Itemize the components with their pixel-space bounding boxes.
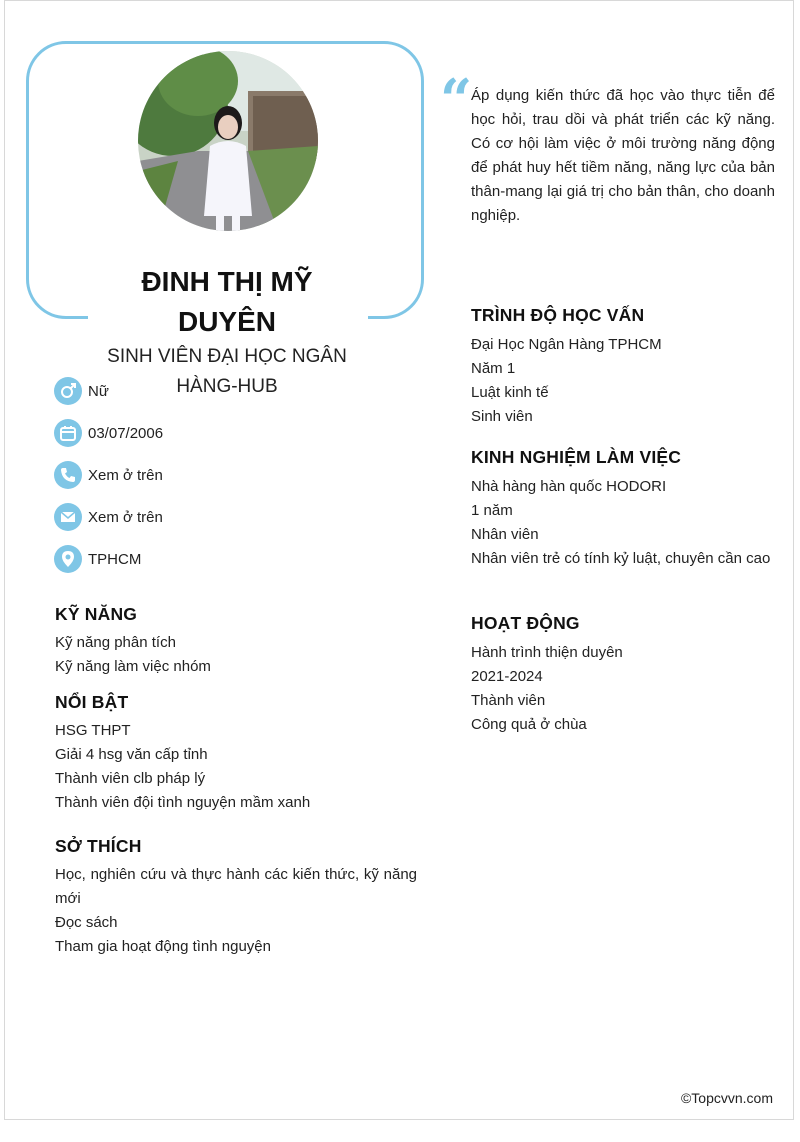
experience-list — [471, 475, 775, 571]
candidate-name: ĐINH THỊ MỸ DUYÊN — [141, 266, 313, 337]
info-email — [54, 502, 163, 532]
list-item: Học, nghiên cứu và thực hành các kiến thức, kỹ năng mới — [55, 866, 417, 907]
list-item: Luật kinh tế — [471, 384, 549, 401]
list-item: Đọc sách — [55, 914, 118, 931]
skills-heading: KỸ NĂNG — [55, 604, 138, 624]
activities-heading: HOẠT ĐỘNG — [471, 613, 580, 633]
highlights-list — [55, 719, 417, 815]
list-item: Đại Học Ngân Hàng TPHCM — [471, 336, 662, 353]
birthday-text: 03/07/2006 — [88, 424, 164, 442]
info-gender — [54, 376, 109, 406]
list-item: Tham gia hoạt động tình nguyện — [55, 938, 271, 955]
address-text: TPHCM — [88, 550, 142, 568]
hobbies-list — [55, 863, 417, 959]
list-item: 1 năm — [471, 502, 513, 519]
info-address — [54, 544, 141, 574]
list-item: HSG THPT — [55, 722, 131, 739]
list-item: Công quả ở chùa — [471, 716, 587, 733]
gender-icon — [54, 377, 82, 405]
footer-watermark: ©Topcvvn.com — [680, 1090, 773, 1106]
location-icon — [54, 545, 82, 573]
list-item: Sinh viên — [471, 408, 533, 425]
info-birthday — [54, 418, 163, 448]
quote-icon: “ — [440, 67, 473, 133]
list-item: Kỹ năng làm việc nhóm — [55, 658, 211, 675]
education-list — [471, 333, 775, 429]
highlights-heading: NỔI BẬT — [55, 692, 129, 712]
career-objective: Áp dụng kiến thức đã học vào thực tiễn để học hỏi, trau dồi và phát triển các kỹ năng. Có cơ hội làm việc ở môi trường năng động để phát huy hết tiềm năng, năng lực của bản thân-mang lại giá trị cho bản thân, cho doanh nghiệp. — [471, 87, 775, 224]
education-heading: TRÌNH ĐỘ HỌC VẤN — [471, 305, 645, 325]
info-phone — [54, 460, 163, 490]
list-item: Nhân viên trẻ có tính kỷ luật, chuyên cần cao — [471, 550, 771, 567]
list-item: Giải 4 hsg văn cấp tỉnh — [55, 746, 208, 763]
list-item: Hành trình thiện duyên — [471, 644, 623, 661]
phone-text: Xem ở trên — [88, 466, 163, 484]
gender-text: Nữ — [88, 382, 109, 400]
hobbies-heading: SỞ THÍCH — [55, 836, 142, 856]
list-item: Kỹ năng phân tích — [55, 634, 176, 651]
list-item: Nhân viên — [471, 526, 539, 543]
calendar-icon — [54, 419, 82, 447]
job-title: SINH VIÊN ĐẠI HỌC NGÂN HÀNG-HUB — [107, 346, 347, 397]
email-icon — [54, 503, 82, 531]
list-item: Năm 1 — [471, 360, 516, 377]
phone-icon — [54, 461, 82, 489]
list-item: Nhà hàng hàn quốc HODORI — [471, 478, 667, 495]
avatar — [138, 51, 318, 231]
activities-list — [471, 641, 775, 737]
list-item: Thành viên clb pháp lý — [55, 770, 206, 787]
list-item: Thành viên đội tình nguyện mầm xanh — [55, 794, 311, 811]
list-item: Thành viên — [471, 692, 546, 709]
list-item: 2021-2024 — [471, 668, 543, 685]
email-text: Xem ở trên — [88, 508, 163, 526]
skills-list — [55, 631, 417, 679]
experience-heading: KINH NGHIỆM LÀM VIỆC — [471, 447, 682, 467]
